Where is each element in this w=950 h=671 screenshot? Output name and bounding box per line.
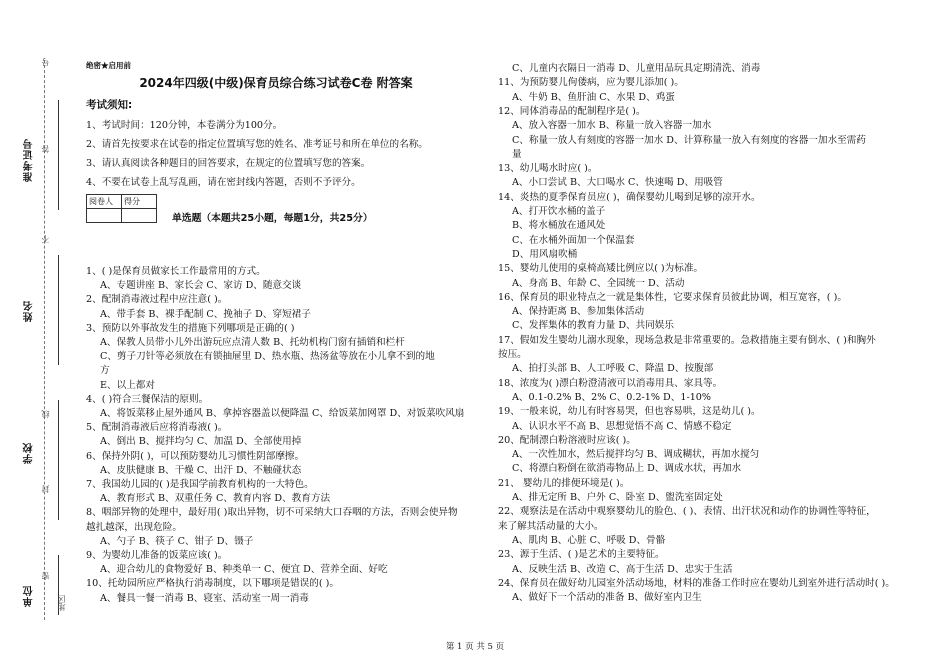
exam-no-line [58,100,59,210]
right-question-line: A、放入容器一加水 B、称量一放入容器一加水 [512,120,712,132]
right-question-line: 15、婴幼儿使用的桌椅高矮比例应以( )为标准。 [498,263,704,275]
exam-title: 2024年四级(中级)保育员综合练习试卷C卷 附答案 [139,76,413,90]
right-question-line: 13、幼儿喝水时应( )。 [498,163,598,175]
right-question-line: 17、假如发生婴幼儿溺水现象，现场急救是非常重要的。急救措施主要有倒水、( )和胸外 [498,334,876,346]
left-question-line: A、勺子 B、筷子 C、钳子 D、镊子 [100,535,254,547]
left-question-line: A、专题讲座 B、家长会 C、家访 D、随意交谈 [100,280,302,292]
right-question-line: 16、保育员的职业特点之一就是集体性，它要求保育员彼此协调，相互宽容，( )。 [498,291,847,303]
right-question-line: A、身高 B、年龄 C、全园统一 D、活动 [512,277,685,289]
right-question-line: C、将漂白粉倒在欲消毒物品上 D、调成水状，再加水 [512,463,742,475]
right-question-line: D、用风扇吹桶 [512,248,578,260]
right-question-line: 23、源于生活、( )是艺术的主要特征。 [498,549,665,561]
left-question-line: 越扎越深，出现危险。 [86,521,182,533]
grader-blank[interactable] [87,209,122,223]
grader-cell: 阅卷人 [87,195,122,209]
margin-mark-5: 封 [41,485,50,493]
margin-mark-4: 线 [41,410,50,418]
right-question-line: C、发挥集体的教育力量 D、共同娱乐 [512,320,674,332]
region-mark: 地区 [57,595,66,611]
notice-4: 4、不要在试卷上乱写乱画，请在密封线内答题，否则不予评分。 [86,177,361,188]
left-question-line: 9、为婴幼儿准备的饭菜应该( )。 [86,550,228,561]
margin-mark-6: 密 [41,572,50,580]
right-question-line: A、0.1-0.2% B、2% C、0.2-1% D、1-10% [512,391,712,403]
right-question-line: 22、观察法是在活动中观察婴幼儿的脸色、( )、表情、出汗状况和动作的协调性等特征， [498,506,876,518]
name-label: 姓名 [24,300,35,322]
exam-no-label: 准考证号 [24,138,35,182]
right-question-line: C、在水桶外面加一个保温套 [512,234,635,246]
left-question-line: A、倒出 B、搅拌均匀 C、加温 D、全部使用掉 [100,436,302,448]
binding-margin [0,0,78,671]
right-question-line: A、打开饮水桶的盖子 [512,206,606,217]
right-question-line: 12、同体消毒品的配制程序是( )。 [498,105,646,117]
left-question-line: C、剪子刀针等必须放在有锁抽屉里 D、热水瓶、热汤盆等放在小儿拿不到的地 [100,351,435,363]
left-question-line: 4、( )符合三餐保洁的原则。 [86,393,209,405]
left-question-line: 6、保持外阴( )，可以预防婴幼儿习惯性阴部摩擦。 [86,450,305,462]
left-question-line: A、皮肤健康 B、干燥 C、出汗 D、不触碰状态 [100,464,302,476]
right-question-line: 19、一般来说，幼儿有时容易哭，但也容易哄，这是幼儿( )。 [498,406,761,418]
left-question-line: A、带手套 B、裸手配制 C、挽袖子 D、穿短裙子 [100,308,311,320]
right-question-line: A、排无定所 B、户外 C、卧室 D、盥洗室固定处 [512,492,723,503]
left-question-line: A、教育形式 B、双重任务 C、教育内容 D、教育方法 [100,493,331,505]
seal-dash-line [44,60,45,620]
score-table [86,194,157,223]
right-question-line: A、保持距离 B、参加集体活动 [512,306,645,318]
left-question-line: A、迎合幼儿的食物爱好 B、种类单一 C、便宜 D、营养全面、好吃 [100,564,388,576]
right-question-line: 14、炎热的夏季保育员应( )，确保婴幼儿喝到足够的凉开水。 [498,191,761,203]
notice-1: 1、考试时间：120分钟，本卷满分为100分。 [86,120,283,131]
left-question-line: 8、咽部异物的处理中，最好用( )取出异物，切不可采纳大口吞咽的方法，否则会使异物 [86,507,458,519]
right-question-line: 24、保育员在做好幼儿园室外活动场地，材料的准备工作时应在婴幼儿到室外进行活动时( )。 [498,577,895,589]
right-question-line: 21、 婴幼儿的排便环境是( )。 [498,477,630,489]
right-question-line: 量 [512,148,522,160]
secret-mark: 绝密★启用前 [86,61,131,70]
right-question-line: A、肌肉 B、心脏 C、呼吸 D、骨骼 [512,534,666,546]
right-question-line: A、拍打头部 B、人工呼吸 C、降温 D、按腹部 [512,363,714,375]
notice-3: 3、请认真阅读各种题目的回答要求，在规定的位置填写您的答案。 [86,158,371,169]
right-question-line: A、认识水平不高 B、思想觉悟不高 C、情感不稳定 [512,420,732,432]
right-question-line: 11、为预防婴儿佝偻病，应为婴儿添加( )。 [498,77,684,89]
right-question-line: 20、配制漂白粉溶液时应该( )。 [498,434,636,446]
right-question-line: 按压。 [498,349,527,360]
score-cell: 得分 [122,195,157,209]
margin-mark-top: 号 [41,58,50,66]
right-question-line: A、反映生活 B、改造 C、高于生活 D、忠实于生活 [512,563,733,575]
right-question-line: A、小口尝试 B、大口喝水 C、快速喝 D、用吸管 [512,177,723,189]
left-question-line: E、以上都对 [100,379,155,391]
right-question-line: C、儿童内衣隔日一消毒 D、儿童用品玩具定期清洗、消毒 [512,63,761,74]
left-question-line: A、餐具一餐一消毒 B、寝室、活动室一周一消毒 [100,592,309,604]
left-question-line: 7、我国幼儿园的( )是我国学前教育机构的一大特色。 [86,479,314,490]
section-heading: 单选题（本题共25小题，每题1分，共25分） [172,213,373,224]
margin-mark-1: 答 [41,145,50,153]
left-question-line: 方 [100,365,110,377]
left-question-line: 5、配制消毒液后应将消毒液( )。 [86,422,228,434]
score-blank[interactable] [122,209,157,223]
unit-label: 单位 [24,585,35,607]
right-question-line: A、做好下一个活动的准备 B、做好室内卫生 [512,592,702,604]
school-line [58,400,59,520]
left-question-line: A、将饭菜移止屋外通风 B、拿掉容器盖以便降温 C、给饭菜加网罩 D、对饭菜吹风扇 [100,408,465,419]
margin-mark-3: 不 [41,235,50,243]
left-question-line: 1、( )是保育员做家长工作最常用的方式。 [86,266,266,277]
right-question-line: 来了解其活动量的大小。 [498,520,604,532]
notice-heading: 考试须知: [86,99,133,111]
right-question-line: B、将水桶放在通风处 [512,220,606,232]
left-question-line: 10、托幼园所应严格执行消毒制度，以下哪项是错误的( )。 [86,578,339,590]
right-question-line: 18、浓度为( )漂白粉澄清液可以消毒用具、家具等。 [498,377,723,389]
right-question-line: A、一次性加水，然后搅拌均匀 B、调成糊状，再加水搅匀 [512,449,760,461]
right-question-line: A、牛奶 B、鱼肝油 C、水果 D、鸡蛋 [512,91,675,103]
left-question-line: A、保教人员带小儿外出游玩应点清人数 B、托幼机构门窗有插销和栏杆 [100,337,405,348]
notice-2: 2、请首先按要求在试卷的指定位置填写您的姓名、准考证号和所在单位的名称。 [86,139,428,150]
page-footer: 第 1 页 共 5 页 [445,642,505,652]
name-line [58,255,59,365]
school-label: 学校 [24,442,35,464]
left-question-line: 2、配制消毒液过程中应注意( )。 [86,294,228,306]
right-question-line: C、称量一放人有刻度的容器一加水 D、计算称量一放入有刻度的容器一加水至需药 [512,134,866,146]
left-question-line: 3、预防以外事故发生的措施下列哪项是正确的( ) [86,322,295,334]
